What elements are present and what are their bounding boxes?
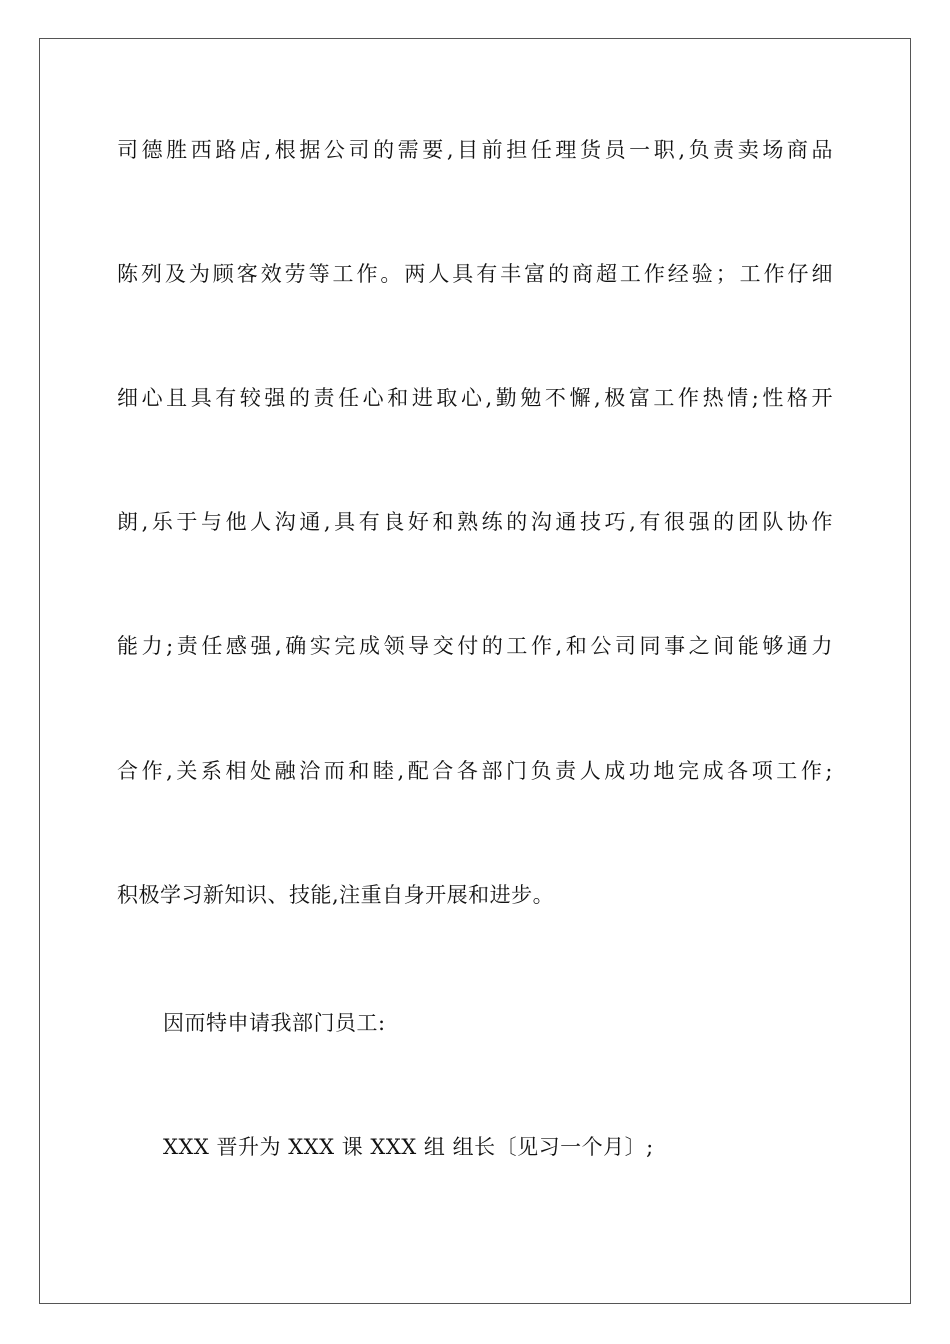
body-line-3: 细心且具有较强的责任心和进取心,勤勉不懈,极富工作热情;性格开 (117, 386, 833, 410)
body-line-5: 能力;责任感强,确实完成领导交付的工作,和公司同事之间能够通力 (117, 634, 833, 658)
body-line-4: 朗,乐于与他人沟通,具有良好和熟练的沟通技巧,有很强的团队协作 (117, 510, 833, 534)
page-border (39, 38, 911, 1304)
body-line-7: 积极学习新知识、技能,注重自身开展和进步。 (117, 883, 555, 907)
promotion-line: XXX 晋升为 XXX 课 XXX 组 组长〔见习一个月〕; (163, 1135, 654, 1159)
body-line-2: 陈列及为顾客效劳等工作。两人具有丰富的商超工作经验；工作仔细 (117, 262, 833, 286)
body-line-6: 合作,关系相处融洽而和睦,配合各部门负责人成功地完成各项工作; (117, 759, 833, 783)
body-line-1: 司德胜西路店,根据公司的需要,目前担任理货员一职,负责卖场商品 (117, 138, 833, 162)
request-line: 因而特申请我部门员工: (163, 1011, 386, 1035)
